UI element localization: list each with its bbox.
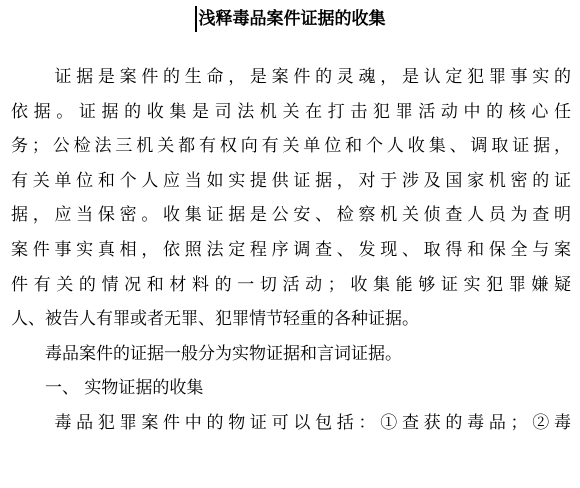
text-line-9: 毒品案件的证据一般分为实物证据和言词证据。 <box>11 343 402 364</box>
text-line-5: 据，应当保密。收集证据是公安、检察机关侦查人员为查明 <box>11 205 571 226</box>
document-body <box>11 60 571 441</box>
text-line-7: 件有关的情况和材料的一切活动；收集能够证实犯罪嫌疑 <box>11 274 571 295</box>
section-heading: 一、 实物证据的收集 <box>11 378 204 399</box>
text-line-3: 务；公检法三机关都有权向有关单位和个人收集、调取证据， <box>11 136 571 157</box>
title-row <box>0 6 580 32</box>
text-line-1: 证据是案件的生命，是案件的灵魂，是认定犯罪事实的 <box>11 67 571 87</box>
text-line-8: 人、被告人有罪或者无罪、犯罪情节轻重的各种证据。 <box>11 309 419 330</box>
text-line-11: 毒品犯罪案件中的物证可以包括：①查获的毒品；②毒 <box>11 412 571 433</box>
text-cursor <box>195 6 197 32</box>
title-wrap <box>195 6 386 32</box>
text-line-2: 依据。证据的收集是司法机关在打击犯罪活动中的核心任 <box>11 101 571 122</box>
text-line-4: 有关单位和个人应当如实提供证据，对于涉及国家机密的证 <box>11 170 571 191</box>
text-line-6: 案件事实真相，依照法定程序调查、发现、取得和保全与案 <box>11 239 571 260</box>
document-title: 浅释毒品案件证据的收集 <box>198 9 386 29</box>
